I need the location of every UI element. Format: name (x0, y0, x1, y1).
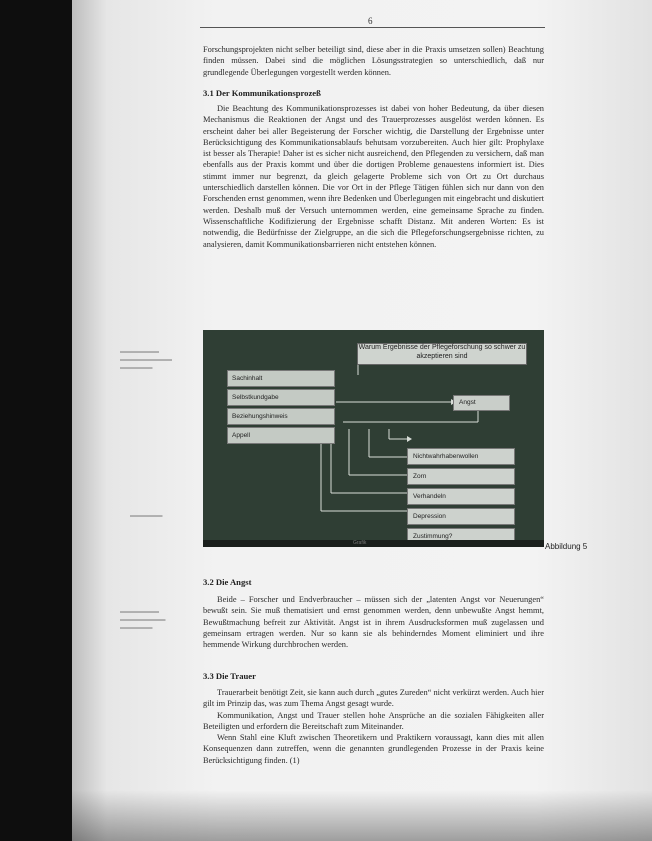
aspect-box: Appell (227, 427, 335, 444)
intro-text: Forschungsprojekten nicht selber beteiligt sind, diese aber in die Praxis umsetzen sollen) Beachtung finden müssen. Dabei sind die möglichen Lösungsstrategien so unterschiedlich, daß nur grundlegende Überlegungen vorgestellt werden können. (203, 45, 544, 77)
header-rule (200, 27, 545, 28)
section-3-3-paragraph: Kommunikation, Angst und Trauer stellen hohe Ansprüche an die sozialen Fähigkeiten aller Beteiligten und erfordern die Bereitschaft zum Miteinander. (203, 710, 544, 731)
aspect-box: Selbstkundgabe (227, 389, 335, 406)
page-number: 6 (368, 16, 373, 26)
margin-note: ▬▬▬▬▬▬ ▬▬▬▬▬▬▬▬ ▬▬▬▬▬ (120, 348, 172, 371)
section-3-3-body (203, 687, 544, 766)
section-3-1-body (203, 103, 544, 250)
section-3-2-body (203, 594, 544, 650)
figure-footer (203, 540, 544, 547)
aspect-box: Beziehungshinweis (227, 408, 335, 425)
grief-stages (407, 448, 515, 548)
stage-box: Zorn (407, 468, 515, 485)
aspect-box: Sachinhalt (227, 370, 335, 387)
section-3-3-heading: 3.3 Die Trauer (203, 671, 256, 681)
figure-footer-text: Grafik (353, 540, 367, 546)
margin-note: ▬▬▬▬▬▬ ▬▬▬▬▬▬▬ ▬▬▬▬▬ (120, 608, 166, 631)
section-3-1-heading: 3.1 Der Kommunikationsprozeß (203, 88, 321, 98)
angst-box: Angst (453, 395, 510, 411)
figure-diagram (203, 330, 544, 547)
section-3-3-paragraph: Wenn Stahl eine Kluft zwischen Theoretikern und Praktikern voraussagt, kann dies mit allen Konsequenzen dann zutreffen, wenn die genannten grundlegenden Prozesse in der Praxis keine Berücksichtigung finden. (1) (203, 733, 544, 765)
section-3-2-heading: 3.2 Die Angst (203, 577, 252, 587)
message-aspects (227, 370, 335, 446)
figure-title: Warum Ergebnisse der Pflegeforschung so schwer zu akzeptieren sind (357, 343, 527, 365)
page-shadow (72, 790, 652, 841)
intro-paragraph (203, 44, 544, 78)
stage-box: Zustimmung? (407, 528, 515, 545)
arrowhead (407, 436, 412, 442)
stage-box: Verhandeln (407, 488, 515, 505)
section-3-3-paragraph: Trauerarbeit benötigt Zeit, sie kann auch durch „gutes Zureden“ nicht verkürzt werden. Auch hier gilt im Prinzip das, was zum Thema Angst gesagt wurde. (203, 688, 544, 709)
section-3-2-text: Beide – Forscher und Endverbraucher – müssen sich der „latenten Angst vor Neuerungen“ bewußt sein. Sie muß thematisiert und ernst genommen werden, denn unbewußte Angst hemmt, Bewußtmachung befreit zur Aktivität. Angst ist in ihrem Ausdrucksformen muß zugelassen und gemeinsam ertragen werden. Nur so kann sie als behinderndes Moment eliminiert und ihre hemmende Wirkung durchbrochen werden. (203, 595, 544, 650)
figure-caption: Abbildung 5 (545, 542, 588, 551)
section-3-1-text: Die Beachtung des Kommunikationsprozesses ist dabei von hoher Bedeutung, da über diesen Mechanismus die Reaktionen der Angst und des Trauerprozesses ausgelöst werden können. Es erscheint daher bei aller Begeisterung der Forscher wichtig, die Darstellung der Ergebnisse unter Berücksichtigung des Kommunikationsablaufs behutsam vorzubereiten. Auch hier gilt: Prophylaxe ist besser als Therapie! Daher ist es sicher nicht ausreichend, den Pflegenden zu versichern, daß man ebenfalls aus der Praxis kommt und über die dortigen Probleme genauestens informiert ist. Dies stimmt immer nur begrenzt, da gleich gelagerte Probleme sich von Ort zu Ort durchaus unterschiedlich darstellen können. Die vor Ort in der Pflege Tätigen fühlen sich nur dann von den Forschenden ernst genommen, wenn ihre Bedenken und Überlegungen mit eingebracht und diskutiert werden. Deshalb muß der Versuch unternommen werden, eine gemeinsame Sprache zu finden. Wissenschaftliche Kodifizierung der Ergebnisse schafft Distanz. Mit anderen Worten: Es ist notwendig, die Bedürfnisse der Zielgruppe, an die sich die Pflegeforschungsergebnisse richten, zu analysieren, damit Kommunikationsbarrieren nicht entstehen können. (203, 104, 544, 249)
margin-note: ▬▬▬▬▬ (130, 512, 163, 519)
stage-box: Nichtwahrhabenwollen (407, 448, 515, 465)
stage-box: Depression (407, 508, 515, 525)
